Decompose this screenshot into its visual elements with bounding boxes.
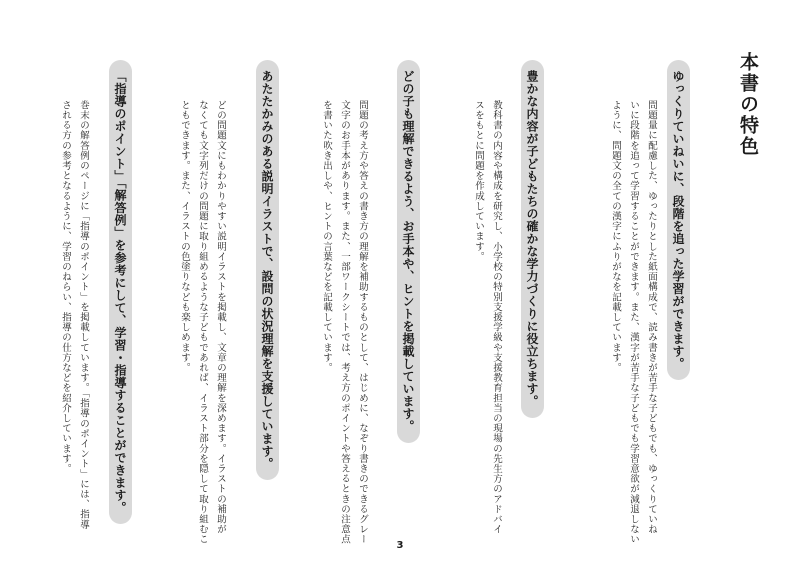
section-4-line-3: ともできます。また、イラストの色塗りなども楽しめます。 — [179, 100, 190, 373]
section-1-line-2: いに段階を追って学習することができます。また、漢字が苦手な子どもでも学習意欲が減退しない — [628, 100, 639, 545]
page-title: 本書の特色 — [737, 52, 759, 157]
section-5-line-1: 巻末の解答例のページに「指導のポイント」を掲載しています。「指導のポイント」には、指導 — [78, 100, 89, 530]
section-1-line-1: 問題量に配慮した、ゆったりとした紙面構成で、読み書きが苦手な子どもでも、ゆっくりていね — [646, 100, 657, 535]
section-4-heading: あたたかみのある説明イラストで、設問の状況理解を支援しています。 — [256, 60, 279, 480]
section-4-line-2: なくても文字列だけの問題に取り組めるような子どもであれば、イラスト部分を隠して取り組むこ — [197, 100, 208, 545]
section-5-body — [56, 100, 92, 530]
section-1-body — [606, 100, 660, 544]
section-3-line-3: を書いた吹き出しや、ヒントの言葉などを記載しています。 — [321, 100, 332, 373]
section-3-body — [317, 100, 371, 544]
section-5-heading: 「指導のポイント」「解答例」を参考にして、学習・指導することができます。 — [109, 60, 132, 524]
section-4-body — [175, 100, 229, 544]
section-2-line-2: スをもとに問題を作成しています。 — [473, 100, 484, 262]
section-2-line-1: 教科書の内容や構成を研究し、小学校の特別支援学級や支援教育担当の現場の先生方のアドバイ — [491, 100, 502, 535]
section-1-line-3: ように、問題文の全ての漢字にふりがなを記載しています。 — [610, 100, 621, 373]
section-2-body — [469, 100, 505, 534]
section-5-line-2: される方の参考となるように、学習のねらい、指導の仕方などを紹介しています。 — [60, 100, 71, 474]
section-3-line-2: 文字のお手本があります。また、一部ワークシートでは、考え方のポイントや答えるときの注意点 — [339, 100, 350, 545]
section-4-line-1: どの問題文にもわかりやすい説明イラストを掲載し、文章の理解を深めます。イラストの補助が — [215, 100, 226, 535]
section-3-heading: どの子も理解できるよう、お手本や、ヒントを掲載しています。 — [397, 60, 420, 443]
page-number: 3 — [396, 540, 404, 551]
section-2-heading: 豊かな内容が子どもたちの確かな学力づくりに役立ちます。 — [521, 60, 544, 418]
section-3-line-1: 問題の考え方や答えの書き方の理解を補助するものとして、はじめに、なぞり書きのできるグレー — [357, 100, 368, 545]
section-1-heading: ゆっくりていねいに、段階を追った学習ができます。 — [667, 60, 690, 380]
